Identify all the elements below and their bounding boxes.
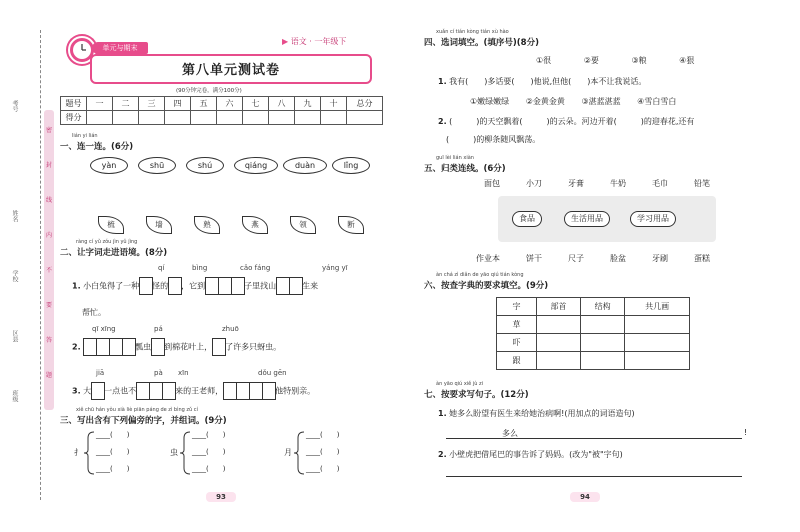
answer-box[interactable] xyxy=(205,277,219,295)
question-number: 3. xyxy=(72,386,81,396)
sort-word[interactable]: 脸盆 xyxy=(610,254,626,263)
section-title: 二、让字词走进语境。(8分) xyxy=(60,248,168,258)
seal-char: 答 xyxy=(46,337,53,344)
question-cont[interactable]: ( )的柳条随风飘荡。 xyxy=(446,135,541,144)
score-value-row xyxy=(61,111,383,125)
score-input[interactable] xyxy=(321,111,347,125)
seal-char: 封 xyxy=(46,162,53,169)
question-number: 2. xyxy=(438,117,447,126)
section-pinyin: àn yāo qiú xiě jù zi xyxy=(436,381,483,387)
question-text: ，它到 xyxy=(181,281,206,291)
option-row xyxy=(536,55,694,66)
question-number: 2. xyxy=(438,450,447,459)
radical-answer[interactable]: ____( ) xyxy=(192,431,226,439)
answer-box[interactable] xyxy=(236,382,250,400)
score-cell: 五 xyxy=(191,97,217,111)
seal-char: 内 xyxy=(46,232,53,239)
leaf-char[interactable]: 梳 xyxy=(98,216,124,234)
subject-label: 语文 xyxy=(290,37,307,46)
table-header: 部首 xyxy=(537,298,581,316)
question-line xyxy=(438,76,646,87)
sort-word[interactable]: 作业本 xyxy=(476,254,500,263)
answer-hint: 多么 xyxy=(502,429,518,438)
question-text[interactable]: ( )的天空飘着( )的云朵。河边开着( )的迎春花,还有 xyxy=(449,117,695,126)
score-header-row xyxy=(61,97,383,111)
pinyin-oval[interactable]: duàn xyxy=(283,157,327,174)
page-title: 第八单元测试卷 xyxy=(181,63,280,78)
clock-hands-icon xyxy=(73,41,91,59)
binding-label: 区县 xyxy=(11,330,18,342)
box-pinyin: pá xyxy=(154,325,163,333)
binding-label: 班级 xyxy=(11,390,18,402)
score-cell: 十 xyxy=(321,97,347,111)
answer-box[interactable] xyxy=(83,338,97,356)
score-table xyxy=(60,96,383,125)
score-cell: 二 xyxy=(113,97,139,111)
seal-char: 要 xyxy=(46,302,53,309)
answer-box[interactable] xyxy=(218,277,232,295)
option: ③粮 xyxy=(631,56,647,65)
sort-word[interactable]: 蛋糕 xyxy=(694,254,710,263)
section-title: 三、写出含有下列偏旁的字，并组词。(9分) xyxy=(60,416,227,426)
radical: 虫 xyxy=(170,448,178,457)
page-number-right: 94 xyxy=(570,492,600,502)
leaf-char[interactable]: 燕 xyxy=(242,216,268,234)
option-row xyxy=(470,96,676,107)
question-text: 小壁虎把借尾巴的事告诉了妈妈。(改为"被"字句) xyxy=(449,450,623,459)
question-text: 了许多只蚜虫。 xyxy=(225,342,282,352)
radical-answer[interactable]: ____( ) xyxy=(96,431,130,439)
exam-subtitle: (90分钟完卷，满分100分) xyxy=(176,88,242,94)
seal-char: 密 xyxy=(46,127,53,134)
box-pinyin: xīn xyxy=(178,369,189,377)
section-pinyin: xiě chū hán yǒu xià liè piān páng de zì bìng zǔ cí xyxy=(76,407,198,413)
score-cell: 八 xyxy=(269,97,295,111)
sort-word[interactable]: 饼干 xyxy=(526,254,542,263)
question-number: 2. xyxy=(72,342,81,352)
score-input[interactable] xyxy=(113,111,139,125)
answer-box[interactable] xyxy=(149,382,163,400)
question-text[interactable]: 我有( )多话要( )他说,但他( )本不让我说话。 xyxy=(449,77,647,86)
table-input[interactable] xyxy=(537,334,581,352)
question-text: 小白兔得了一种 xyxy=(83,281,140,291)
option: ④狠 xyxy=(679,56,695,65)
answer-box[interactable] xyxy=(136,382,150,400)
table-input[interactable] xyxy=(537,316,581,334)
answer-line[interactable] xyxy=(446,476,742,477)
box-pinyin: qī xīng xyxy=(92,325,116,333)
score-cell: 总分 xyxy=(347,97,383,111)
radical: 扌 xyxy=(74,448,82,457)
question-number: 1. xyxy=(438,77,447,86)
section-title: 七、按要求写句子。(12分) xyxy=(424,390,529,400)
box-pinyin: dǒu gēn xyxy=(258,369,287,377)
seal-char: 不 xyxy=(46,267,53,274)
question-text: 来的王老师， xyxy=(175,386,224,396)
section-pinyin: xuǎn cí tián kòng tián xù hào xyxy=(436,29,509,35)
score-cell: 得分 xyxy=(61,111,87,125)
answer-box[interactable] xyxy=(109,338,123,356)
radical-answer[interactable]: ____( ) xyxy=(192,465,226,473)
score-cell: 六 xyxy=(217,97,243,111)
question-line xyxy=(438,408,635,419)
score-input[interactable] xyxy=(295,111,321,125)
grade-label: 一年级下 xyxy=(314,37,347,46)
sort-word[interactable]: 尺子 xyxy=(568,254,584,263)
answer-box[interactable] xyxy=(223,382,237,400)
table-input[interactable] xyxy=(581,334,625,352)
leaf-char[interactable]: 领 xyxy=(290,216,316,234)
binding-label: 学校 xyxy=(11,270,18,282)
page-number-left: 93 xyxy=(206,492,236,502)
radical: 月 xyxy=(284,448,292,457)
question-text: 一点也不 xyxy=(104,386,137,396)
table-header-row xyxy=(497,298,690,316)
binding-label: 姓名 xyxy=(11,210,18,222)
seal-strip xyxy=(44,110,54,410)
leaf-char[interactable]: 断 xyxy=(338,216,364,234)
score-cell: 七 xyxy=(243,97,269,111)
score-cell: 三 xyxy=(139,97,165,111)
radical-answer[interactable]: ____( ) xyxy=(306,431,340,439)
sort-word[interactable]: 面包 xyxy=(484,179,500,188)
question-text: 大 xyxy=(83,386,92,396)
unit-banner: 单元与期末 xyxy=(92,42,148,54)
pinyin-oval[interactable]: shū xyxy=(138,157,176,174)
score-input[interactable] xyxy=(347,111,383,125)
question-text: 子里找山 xyxy=(244,281,277,291)
seal-char: 线 xyxy=(46,197,53,204)
score-input[interactable] xyxy=(269,111,295,125)
table-input[interactable] xyxy=(581,316,625,334)
binding-label: 考号 xyxy=(11,100,18,112)
score-input[interactable] xyxy=(243,111,269,125)
sort-word[interactable]: 牙膏 xyxy=(568,179,584,188)
section-pinyin: guī lèi lián xiàn xyxy=(436,155,474,161)
option: ②要 xyxy=(583,56,599,65)
score-cell: 题号 xyxy=(61,97,87,111)
option: ①很 xyxy=(536,56,552,65)
category-pill[interactable]: 学习用品 xyxy=(630,211,676,227)
score-input[interactable] xyxy=(165,111,191,125)
subject-tag: ▶ 语文 · 一年级下 xyxy=(282,37,347,46)
question-text: 生来 xyxy=(302,281,319,291)
question-text: 瓢虫 xyxy=(135,342,152,352)
radical-answer[interactable]: ____( ) xyxy=(306,465,340,473)
binding-margin xyxy=(0,0,58,532)
section-title: 五、归类连线。(6分) xyxy=(424,164,506,174)
radical-answer[interactable]: ____( ) xyxy=(306,448,340,456)
score-input[interactable] xyxy=(87,111,113,125)
table-char: 草 xyxy=(497,316,537,334)
table-input[interactable] xyxy=(625,352,690,370)
box-pinyin: pà xyxy=(154,369,163,377)
pinyin-oval[interactable]: yàn xyxy=(90,157,128,174)
question-line xyxy=(438,116,694,127)
title-box xyxy=(90,54,372,84)
box-pinyin: cǎo fáng xyxy=(240,264,271,272)
answer-box[interactable] xyxy=(249,382,263,400)
sort-word[interactable]: 牙刷 xyxy=(652,254,668,263)
sort-word[interactable]: 小刀 xyxy=(526,179,542,188)
seal-line xyxy=(40,30,41,500)
question-text: 到棉花叶上， xyxy=(164,342,213,352)
box-pinyin: qí xyxy=(158,264,165,272)
table-header: 字 xyxy=(497,298,537,316)
sort-word[interactable]: 牛奶 xyxy=(610,179,626,188)
question-number: 1. xyxy=(72,281,81,291)
score-input[interactable] xyxy=(217,111,243,125)
question-line xyxy=(72,382,315,400)
table-input[interactable] xyxy=(625,334,690,352)
section-pinyin: àn chá zì diǎn de yāo qiú tián kòng xyxy=(436,272,524,278)
answer-box[interactable] xyxy=(276,277,290,295)
option: ③湛蓝湛蓝 xyxy=(581,97,621,106)
answer-box[interactable] xyxy=(96,338,110,356)
option: ①嫩绿嫩绿 xyxy=(470,97,510,106)
radical-answer[interactable]: ____( ) xyxy=(96,465,130,473)
table-input[interactable] xyxy=(625,316,690,334)
seal-char: 题 xyxy=(46,372,53,379)
box-pinyin: yáng yī xyxy=(322,264,348,272)
box-pinyin: bìng xyxy=(192,264,208,272)
clock-face xyxy=(73,41,91,59)
pinyin-oval[interactable]: lǐng xyxy=(332,157,370,174)
table-header: 结构 xyxy=(581,298,625,316)
table-char: 吓 xyxy=(497,334,537,352)
table-header: 共几画 xyxy=(625,298,690,316)
table-input[interactable] xyxy=(581,352,625,370)
radical-answer[interactable]: ____( ) xyxy=(96,448,130,456)
sort-word[interactable]: 铅笔 xyxy=(694,179,710,188)
section-title: 四、选词填空。(填序号)(8分) xyxy=(424,38,539,48)
question-text: 她多么盼望有医生来给她治病啊!(用加点的词语造句) xyxy=(449,409,635,418)
leaf-char[interactable]: 熟 xyxy=(194,216,220,234)
score-input[interactable] xyxy=(191,111,217,125)
question-text: 他特别亲。 xyxy=(275,386,316,396)
score-cell: 一 xyxy=(87,97,113,111)
table-char: 跟 xyxy=(497,352,537,370)
question-number: 1. xyxy=(438,409,447,418)
section-pinyin: lián yi lián xyxy=(72,133,98,139)
section-pinyin: ràng cí yǔ zǒu jìn yǔ jìng xyxy=(76,239,138,245)
question-line xyxy=(438,449,623,460)
pinyin-oval[interactable]: qiáng xyxy=(234,157,278,174)
section-title: 一、连一连。(6分) xyxy=(60,142,134,152)
score-cell: 九 xyxy=(295,97,321,111)
section-title: 六、按查字典的要求填空。(9分) xyxy=(424,281,549,291)
table-row xyxy=(497,316,690,334)
question-text: 怪的 xyxy=(152,281,169,291)
dictionary-table xyxy=(496,297,690,370)
question-line xyxy=(72,277,318,295)
question-line xyxy=(72,338,281,356)
box-pinyin: jiā xyxy=(96,369,105,377)
score-cell: 四 xyxy=(165,97,191,111)
option: ④雪白雪白 xyxy=(637,97,677,106)
table-row xyxy=(497,334,690,352)
category-pill[interactable]: 生活用品 xyxy=(564,211,610,227)
sort-word[interactable]: 毛巾 xyxy=(652,179,668,188)
question-cont: 帮忙。 xyxy=(82,308,106,317)
category-pill[interactable]: 食品 xyxy=(512,211,542,227)
option: ②金黄金黄 xyxy=(525,97,565,106)
table-row xyxy=(497,352,690,370)
table-input[interactable] xyxy=(537,352,581,370)
box-pinyin: zhuō xyxy=(222,325,239,333)
radical-answer[interactable]: ____( ) xyxy=(192,448,226,456)
answer-line[interactable] xyxy=(446,438,742,439)
score-input[interactable] xyxy=(139,111,165,125)
answer-hint: ! xyxy=(744,428,748,437)
leaf-char[interactable]: 墙 xyxy=(146,216,172,234)
pinyin-oval[interactable]: shú xyxy=(186,157,224,174)
arrow-icon: ▶ xyxy=(282,37,289,46)
